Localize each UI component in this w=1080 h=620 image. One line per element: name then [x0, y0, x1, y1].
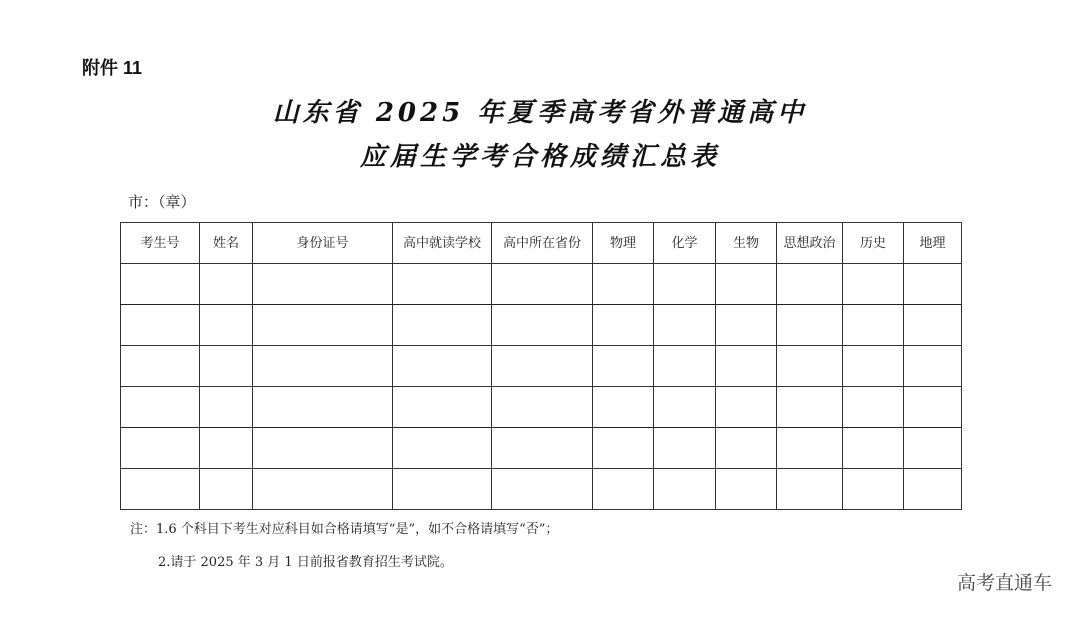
header-politics: 思想政治	[777, 223, 843, 264]
table-cell[interactable]	[593, 305, 654, 346]
table-cell[interactable]	[777, 428, 843, 469]
table-cell[interactable]	[200, 305, 253, 346]
table-cell[interactable]	[253, 264, 393, 305]
table-cell[interactable]	[777, 387, 843, 428]
city-seal-line: 市：（章）	[128, 193, 196, 211]
table-cell[interactable]	[593, 346, 654, 387]
table-cell[interactable]	[654, 346, 716, 387]
header-biology: 生物	[716, 223, 777, 264]
table-cell[interactable]	[492, 346, 593, 387]
table-cell[interactable]	[904, 264, 962, 305]
table-cell[interactable]	[492, 469, 593, 510]
table-cell[interactable]	[904, 428, 962, 469]
table-cell[interactable]	[492, 264, 593, 305]
table-cell[interactable]	[904, 469, 962, 510]
table-cell[interactable]	[200, 469, 253, 510]
table-cell[interactable]	[121, 428, 200, 469]
table-cell[interactable]	[121, 264, 200, 305]
table-row	[121, 469, 962, 510]
table-cell[interactable]	[777, 264, 843, 305]
table-cell[interactable]	[904, 346, 962, 387]
table-cell[interactable]	[200, 387, 253, 428]
table-cell[interactable]	[393, 346, 492, 387]
document-title-line-2: 应届生学考合格成绩汇总表	[359, 142, 720, 172]
table-cell[interactable]	[777, 346, 843, 387]
table-cell[interactable]	[843, 387, 904, 428]
table-row	[121, 264, 962, 305]
table-cell[interactable]	[904, 387, 962, 428]
table-cell[interactable]	[593, 428, 654, 469]
table-cell[interactable]	[654, 469, 716, 510]
table-cell[interactable]	[253, 428, 393, 469]
header-physics: 物理	[593, 223, 654, 264]
table-cell[interactable]	[253, 305, 393, 346]
table-cell[interactable]	[200, 428, 253, 469]
note-1: 注：1.6 个科目下考生对应科目如合格请填写“是”，如不合格请填写“否”；	[130, 522, 559, 537]
table-cell[interactable]	[843, 305, 904, 346]
table-row	[121, 346, 962, 387]
table-cell[interactable]	[393, 387, 492, 428]
table-cell[interactable]	[253, 469, 393, 510]
attachment-label: 附件 11	[82, 58, 143, 78]
table-cell[interactable]	[593, 264, 654, 305]
table-cell[interactable]	[393, 305, 492, 346]
table-cell[interactable]	[843, 469, 904, 510]
table-cell[interactable]	[777, 469, 843, 510]
table-cell[interactable]	[904, 305, 962, 346]
table-cell[interactable]	[492, 428, 593, 469]
source-watermark: 高考直通车	[956, 572, 1052, 594]
table-cell[interactable]	[253, 346, 393, 387]
score-summary-table	[120, 222, 962, 510]
table-cell[interactable]	[393, 469, 492, 510]
table-cell[interactable]	[843, 428, 904, 469]
table-cell[interactable]	[393, 264, 492, 305]
table-cell[interactable]	[654, 264, 716, 305]
table-cell[interactable]	[200, 346, 253, 387]
table-cell[interactable]	[777, 305, 843, 346]
table-cell[interactable]	[716, 264, 777, 305]
table-cell[interactable]	[121, 387, 200, 428]
table-cell[interactable]	[593, 387, 654, 428]
table-cell[interactable]	[492, 387, 593, 428]
header-high-school: 高中就读学校	[393, 223, 492, 264]
table-row	[121, 305, 962, 346]
table-cell[interactable]	[121, 346, 200, 387]
table-cell[interactable]	[716, 428, 777, 469]
table-cell[interactable]	[593, 469, 654, 510]
header-chemistry: 化学	[654, 223, 716, 264]
header-geography: 地理	[904, 223, 962, 264]
table-cell[interactable]	[716, 305, 777, 346]
table-cell[interactable]	[654, 387, 716, 428]
table-cell[interactable]	[200, 264, 253, 305]
table-cell[interactable]	[492, 305, 593, 346]
table-cell[interactable]	[843, 264, 904, 305]
table-cell[interactable]	[654, 428, 716, 469]
table-row	[121, 428, 962, 469]
table-cell[interactable]	[716, 387, 777, 428]
table-cell[interactable]	[654, 305, 716, 346]
table-header-row	[121, 223, 962, 264]
document-title-line-1: 山东省 2025 年夏季高考省外普通高中	[272, 98, 808, 128]
table-cell[interactable]	[716, 346, 777, 387]
table-cell[interactable]	[393, 428, 492, 469]
header-history: 历史	[843, 223, 904, 264]
header-school-province: 高中所在省份	[492, 223, 593, 264]
table-row	[121, 387, 962, 428]
table-cell[interactable]	[121, 305, 200, 346]
note-2: 2.请于 2025 年 3 月 1 日前报省教育招生考试院。	[158, 555, 453, 570]
header-name: 姓名	[200, 223, 253, 264]
table-cell[interactable]	[121, 469, 200, 510]
table-cell[interactable]	[843, 346, 904, 387]
table-cell[interactable]	[253, 387, 393, 428]
header-id-number: 身份证号	[253, 223, 393, 264]
table-cell[interactable]	[716, 469, 777, 510]
header-student-id: 考生号	[121, 223, 200, 264]
